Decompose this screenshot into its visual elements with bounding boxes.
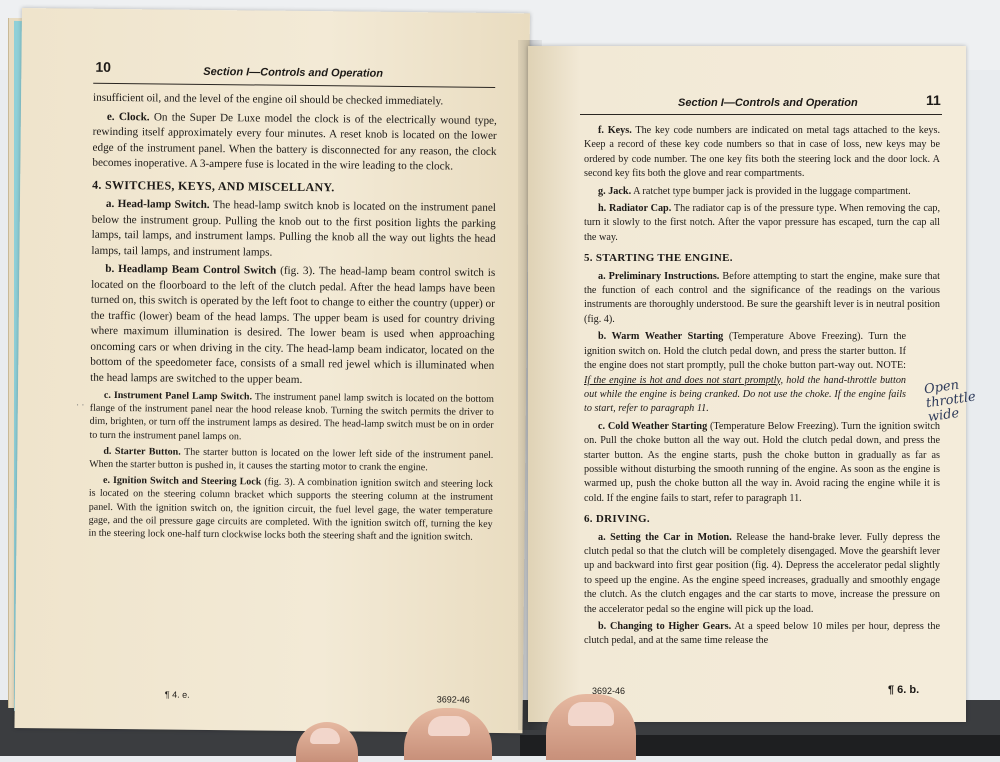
- beam-control-label: b. Headlamp Beam Control Switch: [105, 262, 277, 277]
- panel-lamp-label: c. Instrument Panel Lamp Switch.: [103, 389, 253, 403]
- clock-text: On the Super De Luxe model the clock is of the electrically wound type, rewinding itself approximately every four minutes. A reset knob is located on the lower edge of the instrument panel. When the battery is disconnected for any reason, the clock becomes inoperative. A 3-ampere fuse is located in the wire leading to the clock.: [92, 110, 497, 173]
- handwritten-annotation: Open throttle wide: [923, 377, 977, 426]
- warm-weather-text: (Temperature Above Freezing). Turn the ignition switch on. Hold the clutch pedal down, and press the starter button. If the engine does not start promptly, pull the choke button part-way out. NOTE:: [584, 331, 906, 372]
- higher-gears-label: b. Changing to Higher Gears.: [598, 621, 732, 632]
- thumb-right: [546, 694, 636, 760]
- jack-label: g. Jack.: [598, 185, 632, 197]
- keys-text: The key code numbers are indicated on metal tags attached to the keys. Keep a record of these key code numbers so that in case of loss, new keys may be ordered by code number. The one key fits both the steering lock and the door lock. A second key fits both the glove and rear compartments.: [584, 125, 940, 180]
- headlamp-switch-paragraph: [91, 197, 496, 263]
- preliminary-text: Before attempting to start the engine, make sure that the function of each control and the significance of the readings on the various instruments are thoroughly understood. Be sure the gearshift lever is in neutral position (fig. 4).: [584, 270, 940, 325]
- right-footer-paragraph-ref: ¶ 6. b.: [888, 684, 920, 696]
- page-number: 10: [95, 58, 112, 75]
- thumbnail-right: [568, 702, 614, 726]
- header-rule: [93, 83, 495, 88]
- higher-gears-text: At a speed below 10 miles per hour, depress the clutch pedal, and at the same time release the: [584, 621, 940, 647]
- headlamp-switch-label: a. Head-lamp Switch.: [105, 197, 210, 211]
- ignition-text: (fig. 3). A combination ignition switch and steering lock is located on the steering column bracket which supports the steering column at the instrument panel. With the ignition switch on, the ignition circuit, the fuel level gage, the water temperature gage, and the oil pressure gage circuits are completed. With the ignition switch off, turning the key in the steering lock one-half turn clockwise locks both the steering shaft and the ignition switch.: [88, 476, 494, 543]
- intro-paragraph: insufficient oil, and the level of the engine oil should be checked immediately.: [93, 91, 444, 108]
- page-number: 11: [926, 92, 941, 108]
- cold-weather-text: (Temperature Below Freezing). Turn the ignition switch on. Pull the choke button all the way out. Hold the clutch pedal down, and press the starter button. As the engine starts, push the choke button in gradually as far as possible without disturbing the smooth running of the engine. As soon as the engine is warmed up, push the choke button all the way in. Avoid racing the engine while it is cold. If the engine fails to start, refer to paragraph 11.: [584, 420, 940, 504]
- left-footer-paragraph-ref: ¶ 4. e.: [164, 689, 190, 700]
- panel-lamp-text: The instrument panel lamp switch is located on the bottom flange of the instrument panel near the hood release knob. Turning the switch permits the driver to dim, brighten, or turn off the instrument lamps as desired. The head-lamp switch must be on in order to turn the instrument panel lamps on.: [89, 391, 494, 442]
- higher-gears-paragraph: [584, 620, 940, 649]
- thumbnail-left: [310, 728, 340, 744]
- starter-button-text: The starter button is located on the lower left side of the instrument panel. When the starter button is pushed in, it causes the starting motor to crank the engine.: [89, 446, 494, 474]
- warm-weather-paragraph: [584, 330, 940, 416]
- jack-paragraph: [584, 185, 940, 199]
- car-motion-label: a. Setting the Car in Motion.: [598, 531, 732, 543]
- small-print-block: [88, 389, 494, 544]
- running-header: Section I—Controls and Operation: [203, 65, 384, 80]
- warm-weather-note-underlined: If the engine is hot and does not start promptly,: [584, 374, 783, 386]
- starter-button-paragraph: [89, 445, 493, 476]
- starter-button-label: d. Starter Button.: [103, 445, 181, 458]
- headlamp-switch-text: The head-lamp switch knob is located on the instrument panel below the instrument group. Pulling the knob out to the first position lights the parking lamps, tail lamps, and instrument lamps. Pulling the knob all the way out lights the head lamps, tail lamps, and instrument lamps.: [91, 199, 496, 259]
- beam-control-text: (fig. 3). The head-lamp beam control switch is located on the floorboard to the left of the clutch pedal. After the head lamps have been turned on, this switch is operated by the left foot to change to either the country (upper) or the traffic (lower) beam of the head lamps. The upper beam is used for country driving where maximum illumination is desired. The lower beam is used when approaching oncoming cars or when driving in the city. The head-lamp beam indicator, located on the bottom of the speedometer face, consists of a small red jewel which is illuminated when the head lamps are switched to the upper beam.: [90, 264, 496, 386]
- right-page: [528, 46, 977, 722]
- beam-control-paragraph: [90, 262, 495, 390]
- right-footer-code: 3692-46: [592, 686, 626, 696]
- ink-smudge: ⋅ ⋅: [76, 400, 85, 410]
- section-4-heading: 4. SWITCHES, KEYS, AND MISCELLANY.: [92, 177, 335, 194]
- left-footer-code: 3692-46: [436, 694, 470, 705]
- radiator-text: The radiator cap is of the pressure type. When removing the cap, turn it slowly to the first notch. After the vapor pressure has escaped, turn the cap all the way.: [584, 203, 940, 243]
- section-6-heading: 6. DRIVING.: [584, 513, 650, 526]
- panel-lamp-paragraph: [89, 389, 494, 446]
- clock-label: e. Clock.: [106, 110, 150, 123]
- ignition-paragraph: [88, 474, 493, 544]
- running-header: Section I—Controls and Operation: [678, 97, 858, 109]
- jack-text: A ratchet type bumper jack is provided in the luggage compartment.: [633, 185, 911, 197]
- warm-weather-note: hold the hand-throttle button out while the engine is being cranked. Do not use the choke. If the engine fails to start, refer to paragraph 11.: [584, 374, 907, 415]
- left-page-header: [22, 8, 530, 80]
- ignition-label: e. Ignition Switch and Steering Lock: [102, 475, 262, 488]
- section-5-heading: 5. STARTING THE ENGINE.: [584, 252, 733, 265]
- warm-weather-label: b. Warm Weather Starting: [598, 331, 724, 343]
- radiator-paragraph: [584, 202, 940, 245]
- left-page: [14, 8, 530, 733]
- cold-weather-label: c. Cold Weather Starting: [598, 420, 708, 432]
- clock-paragraph: [92, 109, 497, 175]
- cold-weather-paragraph: [584, 420, 940, 506]
- header-rule: [580, 114, 942, 115]
- preliminary-label: a. Preliminary Instructions.: [598, 270, 720, 282]
- right-page-body: [584, 124, 940, 652]
- keys-label: f. Keys.: [598, 125, 632, 136]
- preliminary-paragraph: [584, 270, 940, 328]
- thumbnail-middle: [428, 716, 470, 736]
- radiator-label: h. Radiator Cap.: [598, 203, 672, 215]
- car-motion-text: Release the hand-brake lever. Fully depress the clutch pedal so that the clutch will be completely disengaged. Move the gearshift lever up and backward into first gear position (fig. 4). Depress the accelerator pedal slightly to speed up the engine. As the engine speed increases, gradually and smoothly engage the clutch. As the clutch engages and the car starts to move, increase the pressure on the accelerator pedal so the engine will pick up the load.: [584, 531, 941, 615]
- left-page-body: [88, 91, 497, 547]
- car-motion-paragraph: [584, 531, 940, 617]
- keys-paragraph: [584, 124, 940, 182]
